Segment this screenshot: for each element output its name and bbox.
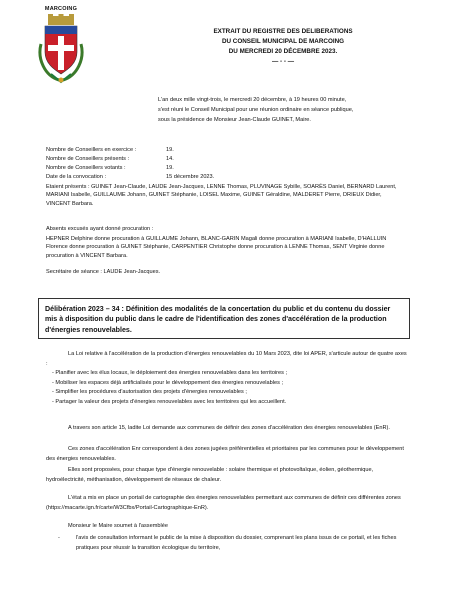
list-item: - Simplifier les procédures d'autorisation des projets d'énergies renouvelables ; (52, 389, 247, 396)
list-item: - Partager la valeur des projets d'énergies renouvelables avec les territoires qui les accueillent. (52, 398, 287, 405)
council-counts (46, 146, 214, 182)
list-item: - Planifier avec les élus locaux, le déploiement des énergies renouvelables dans les territoires ; (52, 370, 288, 376)
count-row (46, 146, 214, 155)
intro-line-2: s'est réuni le Conseil Municipal pour une réunion ordinaire en séance publique, (158, 107, 354, 114)
body-paragraph-5: L'état a mis en place un portail de cartographie des énergies renouvelables permettant aux communes de définir ces différentes zones (https://macarte.ign.fr/carte/W3Cfbx/Portail-Cartographique-EnR). (46, 495, 401, 511)
intro-paragraph (158, 95, 402, 126)
body-paragraph-6: Monsieur le Maire soumet à l'assemblée (68, 523, 168, 529)
intro-line-1: L'an deux mille vingt-trois, le mercredi 20 décembre, à 19 heures 00 minute, (158, 97, 347, 103)
count-label: Nombre de Conseillers en exercice : (46, 147, 137, 153)
list-item: - Mobiliser les espaces déjà artificialisés pour le développement des énergies renouvelables ; (52, 379, 284, 386)
count-label: Nombre de Conseillers votants : (46, 165, 126, 171)
intro-line-3: sous la présidence de Monsieur Jean-Claude GUINET, Maire. (158, 117, 311, 124)
body-paragraph-2: A travers son article 15, ladite Loi demande aux communes de définir des zones d'accélération des énergies renouvelables (EnR). (68, 425, 390, 431)
count-value: 14. (166, 156, 174, 162)
presents-list: Etaient présents : GUINET Jean-Claude, LAUDE Jean-Jacques, LENNE Thomas, PLUVINAGE Sybille, SOARÈS Daniel, BERNARD Laurent, MARIANI Isabelle, GUILLAUME Johann, GUINET Stéphanie, LOISEL Maxime, GUINET Géraldine, MALDERET Pierre, DRIEUX Didier, VINCENT Barbara. (46, 184, 397, 207)
absents-title: Absents excusés ayant donné procuration : (46, 226, 154, 232)
deliberation-title-box (38, 298, 410, 339)
count-value: 19. (166, 147, 174, 153)
absents-list: HEPNER Delphine donne procuration à GUILLAUME Johann, BLANC-GARIN Magali donne procuration à MARIANI Isabelle, D'HALLUIN Florence donne procuration à GUINET Stéphanie, CARPENTIER Christophe donne procuration à LENNE Thomas, SENT Virginie donne procuration à VINCENT Barbara. (46, 236, 387, 259)
town-label: MARCOING (44, 6, 78, 12)
body-bullets (52, 369, 414, 407)
body-paragraph-3: Ces zones d'accélération Enr correspondent à des zones jugées préférentielles et prioritaires par les communes pour le développement des énergies renouvelables. (46, 446, 404, 462)
deliberation-title: Délibération 2023 – 34 : Définition des modalités de la concertation du public et du contenu du dossier mis à disposition du public dans le cadre de l'identification des zones d'accélération de la production d'énergies renouvelables. (45, 305, 391, 334)
body-paragraph-1: La Loi relative à l'accélération de la production d'énergies renouvelables du 10 Mars 2023, dite loi APER, s'articule autour de quatre axes : (46, 351, 407, 367)
secretaire: Secrétaire de séance : LAUDE Jean-Jacques. (46, 269, 161, 275)
header-line-1: EXTRAIT DU REGISTRE DES DELIBERATIONS (213, 28, 353, 35)
count-value: 19. (166, 165, 174, 171)
header-line-2: DU CONSEIL MUNICIPAL DE MARCOING (221, 38, 345, 45)
count-row (46, 173, 214, 182)
count-row (46, 164, 214, 173)
dash-bullet: - (58, 535, 60, 541)
count-row (46, 155, 214, 164)
header-line-3: DU MERCREDI 20 DÉCEMBRE 2023. (228, 48, 338, 55)
shield-emblem (37, 14, 85, 84)
coat-of-arms (36, 6, 86, 86)
count-value: 15 décembre 2023. (166, 174, 215, 180)
list-item (52, 534, 408, 553)
body-paragraph-4: Elles sont proposées, pour chaque type d'énergie renouvelable : solaire thermique et photovoltaïque, éolien, géothermique, hydroélectricité, méthanisation, développement de réseaux de chaleur. (46, 467, 374, 483)
count-label: Date de la convocation : (46, 174, 107, 180)
document-header (178, 27, 388, 67)
count-label: Nombre de Conseillers présents : (46, 156, 130, 162)
decision-text: l'avis de consultation informant le public de la mise à disposition du dossier, comprenant les plans issus de ce portail, et les fiches pratiques pour réussir la transition écologique du territoire, (76, 535, 397, 551)
decision-list (52, 534, 408, 553)
header-separator: — - - — (271, 58, 295, 65)
